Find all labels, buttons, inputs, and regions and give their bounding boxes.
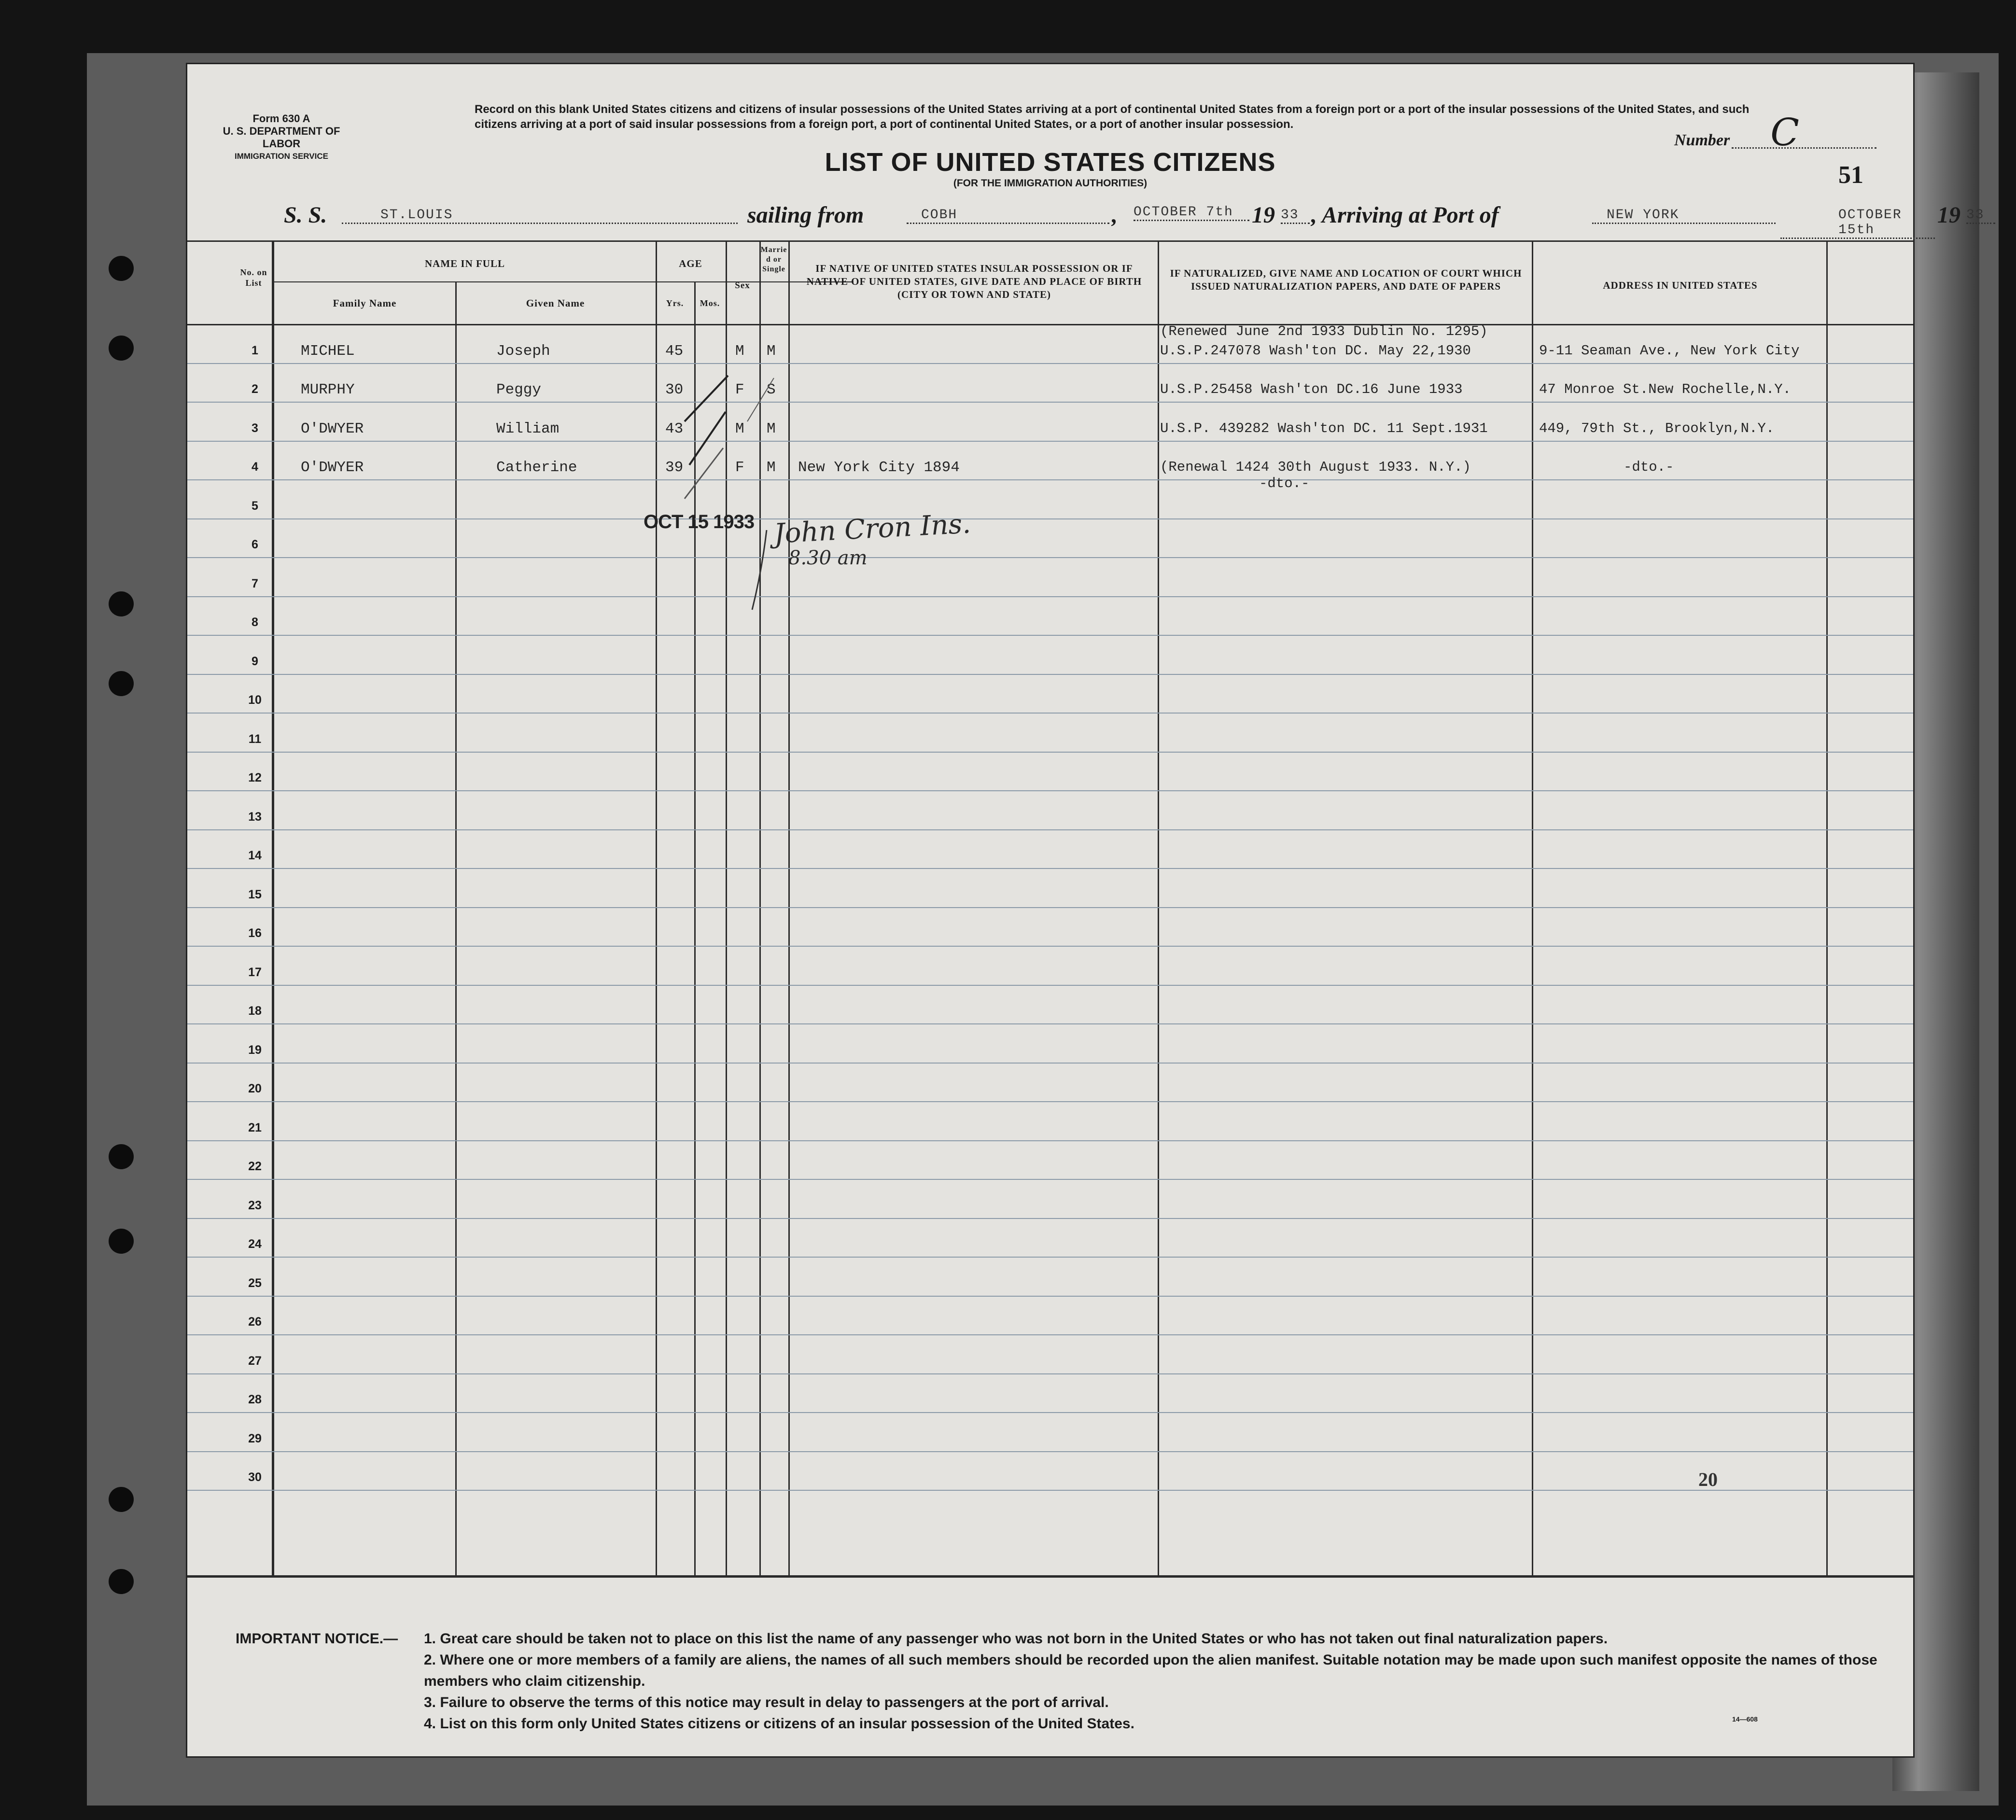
row-number: 21 bbox=[248, 1121, 262, 1134]
col-header-yrs: Yrs. bbox=[666, 298, 684, 308]
passenger-marital: S bbox=[767, 381, 776, 398]
row-number: 1 bbox=[252, 344, 258, 357]
row-rule bbox=[187, 1451, 1913, 1452]
row-rule bbox=[187, 829, 1913, 830]
arrival-port: NEW YORK bbox=[1592, 208, 1776, 224]
departure-port: COBH bbox=[907, 208, 1109, 224]
passenger-marital: M bbox=[767, 343, 776, 360]
row-rule bbox=[187, 441, 1913, 442]
notice-item: 2. Where one or more members of a family are aliens, the names of all such members should be recorded upon the alien manifest. Suitable notation may be made upon such manifest opposite the names of those members who claim citizenship. bbox=[424, 1652, 1877, 1689]
row-rule bbox=[187, 1490, 1913, 1491]
date-stamp: OCT 15 1933 bbox=[644, 511, 755, 532]
passenger-age: 39 bbox=[665, 459, 684, 476]
inspector-signature: John Cron Ins. bbox=[773, 508, 972, 550]
col-header-given: Given Name bbox=[526, 297, 585, 309]
signature-time: 8.30 am bbox=[788, 547, 868, 569]
notice-item: 1. Great care should be taken not to place on this list the name of any passenger who was not born in the United States or who has not taken out final naturalization papers. bbox=[424, 1631, 1608, 1647]
binder-hole bbox=[109, 671, 134, 696]
row-number: 26 bbox=[248, 1315, 262, 1329]
row-number: 8 bbox=[252, 616, 258, 629]
table-top-border bbox=[187, 240, 1913, 242]
row-number: 25 bbox=[248, 1276, 262, 1290]
row-number: 27 bbox=[248, 1354, 262, 1368]
row-number: 10 bbox=[248, 693, 262, 707]
col-header-sex: Sex bbox=[735, 280, 750, 291]
row-number: 29 bbox=[248, 1432, 262, 1445]
binder-hole bbox=[109, 1487, 134, 1512]
row-rule bbox=[187, 1334, 1913, 1335]
binder-hole bbox=[109, 1144, 134, 1169]
row-number: 9 bbox=[252, 655, 258, 668]
row-rule bbox=[187, 1023, 1913, 1024]
row-rule bbox=[187, 752, 1913, 753]
page-number: 51 bbox=[1838, 161, 1863, 189]
arriving-label: Arriving at Port of bbox=[1322, 202, 1499, 228]
passenger-birth: New York City 1894 bbox=[798, 459, 960, 476]
notice-heading: IMPORTANT NOTICE.— bbox=[236, 1631, 398, 1647]
row-rule bbox=[187, 946, 1913, 947]
row-rule bbox=[187, 518, 1913, 519]
col-header-birth: IF NATIVE OF UNITED STATES INSULAR POSSESSION OR IF NATIVE OF UNITED STATES, GIVE DATE AND PLACE OF BIRTH (CITY OR TOWN AND STATE) bbox=[806, 263, 1142, 300]
binder-hole bbox=[109, 1569, 134, 1594]
row-rule bbox=[187, 596, 1913, 597]
row-number: 28 bbox=[248, 1393, 262, 1406]
row-number: 11 bbox=[248, 732, 262, 746]
comma: , bbox=[1311, 202, 1317, 228]
passenger-sex: M bbox=[735, 420, 744, 437]
col-header-naturalized: IF NATURALIZED, GIVE NAME AND LOCATION OF COURT WHICH ISSUED NATURALIZATION PAPERS, AND DATE OF PAPERS bbox=[1170, 267, 1522, 292]
passenger-given: Joseph bbox=[496, 343, 550, 360]
row-rule bbox=[187, 1296, 1913, 1297]
voyage-line bbox=[284, 202, 1998, 238]
passenger-sex: F bbox=[735, 381, 744, 398]
form-subtitle: (FOR THE IMMIGRATION AUTHORITIES) bbox=[953, 178, 1148, 189]
row-rule bbox=[187, 790, 1913, 791]
col-divider bbox=[455, 281, 457, 1575]
passenger-family: O'DWYER bbox=[301, 459, 364, 476]
passenger-given: Peggy bbox=[496, 381, 542, 398]
passenger-ditto-note: -dto.- bbox=[1259, 476, 1310, 491]
row-rule bbox=[187, 363, 1913, 364]
subheader-line bbox=[274, 281, 854, 282]
col-header-age: AGE bbox=[679, 258, 702, 269]
passenger-sex: F bbox=[735, 459, 744, 476]
row-number: 4 bbox=[252, 460, 258, 474]
binder-hole bbox=[109, 256, 134, 281]
row-rule bbox=[187, 479, 1913, 480]
passenger-nat: U.S.P. 439282 Wash'ton DC. 11 Sept.1931 bbox=[1160, 420, 1488, 436]
binder-hole bbox=[109, 336, 134, 361]
row-number: 24 bbox=[248, 1237, 262, 1251]
row-rule bbox=[187, 1140, 1913, 1141]
ss-label: S. S. bbox=[284, 202, 327, 228]
header-bottom-border bbox=[187, 324, 1913, 325]
row-number: 30 bbox=[248, 1470, 262, 1484]
col-header-address: ADDRESS IN UNITED STATES bbox=[1603, 280, 1758, 291]
row-rule bbox=[187, 674, 1913, 675]
passenger-given: William bbox=[496, 420, 560, 437]
row-rule bbox=[187, 868, 1913, 869]
departure-year-prefix: 19 bbox=[1252, 202, 1275, 228]
department: U. S. DEPARTMENT OF LABOR bbox=[223, 125, 340, 150]
row-rule bbox=[187, 1101, 1913, 1102]
passenger-marital: M bbox=[767, 420, 776, 437]
comma: , bbox=[1112, 202, 1118, 228]
row-number: 20 bbox=[248, 1082, 262, 1095]
col-header-no: No. on List bbox=[240, 267, 267, 288]
binder-hole bbox=[109, 591, 134, 616]
arrival-date: OCTOBER 15th bbox=[1780, 208, 1935, 239]
passenger-given: Catherine bbox=[496, 459, 577, 476]
notice-item: 3. Failure to observe the terms of this notice may result in delay to passengers at the port of arrival. bbox=[424, 1694, 1109, 1710]
notice-items bbox=[424, 1628, 1896, 1735]
row-rule bbox=[187, 402, 1913, 403]
row-number: 23 bbox=[248, 1199, 262, 1212]
row-rule bbox=[187, 557, 1913, 558]
number-label: Number bbox=[1674, 131, 1730, 149]
ship-name: ST.LOUIS bbox=[342, 208, 738, 224]
row-rule bbox=[187, 907, 1913, 908]
row-number: 17 bbox=[248, 966, 262, 979]
row-number: 15 bbox=[248, 888, 262, 901]
row-rule bbox=[187, 1063, 1913, 1064]
form-title: LIST OF UNITED STATES CITIZENS bbox=[825, 148, 1276, 177]
passenger-address: 449, 79th St., Brooklyn,N.Y. bbox=[1539, 420, 1775, 436]
row-rule bbox=[187, 1412, 1913, 1413]
passenger-family: MURPHY bbox=[301, 381, 355, 398]
form-number: Form 630 A bbox=[252, 112, 310, 125]
form-code: 14—608 bbox=[1732, 1715, 1758, 1723]
service: IMMIGRATION SERVICE bbox=[235, 152, 328, 161]
sailing-label: sailing from bbox=[747, 202, 864, 228]
col-header-name: NAME IN FULL bbox=[424, 258, 505, 269]
row-number: 2 bbox=[252, 382, 258, 396]
arrival-year: 33 bbox=[1966, 208, 1995, 224]
table-bottom-border bbox=[187, 1575, 1913, 1578]
row-rule bbox=[187, 1218, 1913, 1219]
row-number: 7 bbox=[252, 577, 258, 590]
passenger-age: 45 bbox=[665, 343, 684, 360]
row-number: 19 bbox=[248, 1043, 262, 1057]
row-number: 16 bbox=[248, 926, 262, 940]
passenger-age: 30 bbox=[665, 381, 684, 398]
row-number: 12 bbox=[248, 771, 262, 784]
number-value: C bbox=[1732, 118, 1876, 149]
row-number: 13 bbox=[248, 810, 262, 824]
passenger-address: -dto.- bbox=[1624, 459, 1674, 475]
passenger-nat: (Renewal 1424 30th August 1933. N.Y.) bbox=[1160, 459, 1471, 475]
col-header-mos: Mos. bbox=[700, 298, 720, 308]
row-number: 5 bbox=[252, 499, 258, 513]
binder-hole bbox=[109, 1229, 134, 1254]
passenger-address: 47 Monroe St.New Rochelle,N.Y. bbox=[1539, 381, 1792, 397]
row-number: 22 bbox=[248, 1160, 262, 1173]
passenger-family: O'DWYER bbox=[301, 420, 364, 437]
row-rule bbox=[187, 1179, 1913, 1180]
row-number: 18 bbox=[248, 1004, 262, 1018]
passenger-sex: M bbox=[735, 343, 744, 360]
row-rule bbox=[187, 985, 1913, 986]
notice-item: 4. List on this form only United States citizens or citizens of an insular possession of the United States. bbox=[424, 1716, 1134, 1732]
row-number: 6 bbox=[252, 538, 258, 551]
passenger-marital: M bbox=[767, 459, 776, 476]
number-field bbox=[1674, 111, 1876, 154]
passenger-address: 9-11 Seaman Ave., New York City bbox=[1539, 343, 1800, 359]
row-number: 14 bbox=[248, 849, 262, 862]
form-instructions: Record on this blank United States citizens and citizens of insular possessions of the United States arriving at a port of continental United States from a foreign port or a port of the insular possessions of the United States, and such citizens arriving at a port of said insular possessions from a foreign port, a port of continental United States, or a port of another insular possession. bbox=[475, 103, 1750, 131]
row-rule bbox=[187, 635, 1913, 636]
row-rule bbox=[187, 713, 1913, 714]
passenger-renewal-note: (Renewed June 2nd 1933 Dublin No. 1295) bbox=[1160, 323, 1488, 339]
arrival-year-prefix: 19 bbox=[1937, 202, 1960, 228]
col-header-family: Family Name bbox=[333, 297, 397, 309]
passenger-family: MICHEL bbox=[301, 343, 355, 360]
manifest-page bbox=[186, 63, 1985, 1758]
departure-year: 33 bbox=[1281, 208, 1310, 224]
departure-date: OCTOBER 7th bbox=[1134, 205, 1249, 221]
row-rule bbox=[187, 1373, 1913, 1374]
row-number: 3 bbox=[252, 421, 258, 435]
col-header-marital: Married or Single bbox=[760, 246, 787, 273]
passenger-nat: U.S.P.247078 Wash'ton DC. May 22,1930 bbox=[1160, 343, 1471, 359]
passenger-age: 43 bbox=[665, 420, 684, 437]
passenger-count: 20 bbox=[1698, 1469, 1718, 1490]
signature-stroke bbox=[747, 528, 776, 615]
passenger-nat: U.S.P.25458 Wash'ton DC.16 June 1933 bbox=[1160, 381, 1463, 397]
row-rule bbox=[187, 1257, 1913, 1258]
